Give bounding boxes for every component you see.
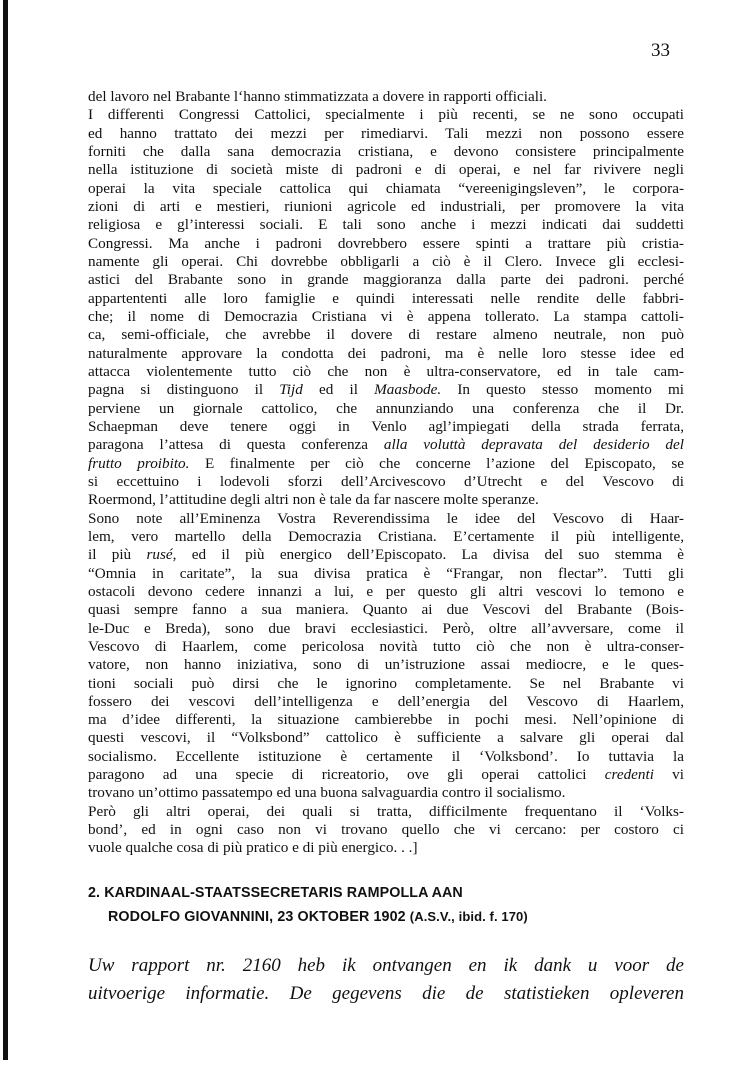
text-line bbox=[88, 400, 684, 418]
text-line bbox=[88, 253, 684, 271]
text-segment: paragona l’attesa di questa conferenza bbox=[88, 436, 384, 454]
text-line bbox=[88, 638, 684, 656]
text-line bbox=[88, 271, 684, 289]
italic-text: Maasbode. bbox=[374, 381, 442, 399]
text-line bbox=[88, 326, 684, 344]
text-line bbox=[88, 473, 684, 491]
text-line bbox=[88, 180, 684, 198]
text-segment: Sono note all’Eminenza Vostra Reverendissima le idee del Vescovo di Haar- bbox=[88, 509, 684, 527]
italic-text: frutto proibito. bbox=[88, 454, 190, 472]
text-line bbox=[88, 821, 684, 839]
text-segment: Schaepman deve tenere oggi in Venlo agl’impiegati della strada ferrata, bbox=[88, 417, 684, 435]
text-line bbox=[88, 528, 684, 546]
text-segment: quasi sempre fanno a sua maniera. Quanto ai due Vescovi del Brabante (Bois- bbox=[88, 601, 684, 619]
text-line bbox=[88, 161, 684, 179]
italic-text: rusé bbox=[146, 546, 173, 564]
text-segment: ed hanno trattato dei mezzi per rimediarvi. Tali mezzi non possono essere bbox=[88, 124, 684, 142]
text-line bbox=[88, 125, 684, 143]
text-segment: pagna si distinguono il bbox=[88, 381, 280, 399]
text-line bbox=[88, 88, 684, 106]
scan-margin-bar bbox=[3, 0, 8, 1060]
text-segment: zioni di arti e mestieri, riunioni agricole ed industriali, per promovere la vita bbox=[88, 197, 684, 215]
heading-line-2 bbox=[88, 905, 528, 929]
text-segment: forniti che dalla sana democrazia cristiana, e devono consistere principalmente bbox=[88, 142, 684, 160]
text-segment: questi vescovi, il “Volksbond” cattolico è sufficiente a salvare gli operai dal bbox=[88, 729, 684, 747]
text-segment: lem, vero martello della Democrazia Cristiana. E’certamente il più intelligente, bbox=[88, 527, 684, 545]
text-segment: bond’, ed in ogni caso non vi trovano quello che vi cercano: per costoro ci bbox=[88, 821, 684, 839]
text-line bbox=[88, 565, 684, 583]
text-line bbox=[88, 436, 684, 454]
text-line bbox=[88, 363, 684, 381]
text-line: uitvoerige informatie. De gegevens die de statistieken opleveren bbox=[88, 983, 684, 1004]
text-segment: fossero dei vescovi dell’intelligenza e dell’energia del Vescovo di Haarlem, bbox=[88, 692, 684, 710]
text-segment: socialismo. Eccellente istituzione è certamente il ‘Volksbond’. Io tuttavia la bbox=[88, 747, 684, 765]
text-segment: religiosa e gl’interessi sociali. E tali sono anche i mezzi indicati dai suddetti bbox=[88, 216, 684, 234]
text-line bbox=[88, 345, 684, 363]
text-segment: , ed il più energico dell’Episcopato. La divisa del suo stemma è bbox=[172, 546, 684, 564]
text-segment: il più bbox=[88, 546, 147, 564]
text-segment: appartententi alle loro famiglie e quindi interessati nelle rendite delle fabbri- bbox=[88, 289, 684, 307]
text-segment: astici del Brabante sono in grande maggioranza dalla parte dei padroni. perché bbox=[88, 271, 684, 289]
text-segment: In questo stesso momento mi bbox=[441, 381, 684, 399]
italic-text: alla voluttà depravata del desiderio del bbox=[383, 436, 684, 454]
heading-title: RODOLFO GIOVANNINI, 23 OKTOBER 1902 bbox=[108, 909, 406, 925]
text-line bbox=[88, 729, 684, 747]
text-segment: del lavoro nel Brabante l‘hanno stimmatizzata a dovere in rapporti officiali. bbox=[88, 88, 547, 105]
text-segment: I differenti Congressi Cattolici, specialmente i più recenti, se ne sono occupati bbox=[88, 106, 684, 124]
text-segment: namente gli operai. Chi dovrebbe obbligarli a ciò è il Clero. Invece gli ecclesi- bbox=[88, 252, 684, 270]
text-segment: Vescovo di Haarlem, come pericolosa novità tutto ciò che non è ultra-conser- bbox=[88, 637, 684, 655]
text-segment: vi bbox=[653, 766, 684, 784]
text-line bbox=[88, 381, 684, 399]
text-line bbox=[88, 216, 684, 234]
text-segment: le-Duc e Breda), sono due bravi ecclesiastici. Però, oltre all’avversare, come il bbox=[88, 619, 684, 637]
text-segment: naturalmente approvare la condotta dei padroni, ma è nelle loro stesse idee ed bbox=[88, 344, 684, 362]
text-line bbox=[88, 675, 684, 693]
text-segment: Roermond, l’attitudine degli altri non è tale da far nascere molte speranze. bbox=[88, 491, 539, 509]
text-segment: ma d’idee differenti, la situazione cambierebbe in pochi mesi. Nell’opinione di bbox=[88, 711, 684, 729]
text-line bbox=[88, 235, 684, 253]
text-segment: nella istituzione di società miste di padroni e di operai, e nel far rivivere negli bbox=[88, 161, 684, 179]
text-segment: perviene un giornale cattolico, che annunziando una conferenza che il Dr. bbox=[88, 399, 684, 417]
text-segment: vuole qualche cosa di più pratico e di più energico. . .] bbox=[88, 839, 418, 857]
text-line bbox=[88, 546, 684, 564]
text-line bbox=[88, 491, 684, 509]
dutch-letter-text bbox=[88, 952, 684, 1008]
text-line bbox=[88, 620, 684, 638]
text-segment: paragono ad una specie di ricreatorio, ove gli operai cattolici bbox=[88, 766, 605, 784]
page-number: 33 bbox=[651, 40, 670, 61]
text-segment: tioni sociali può dirsi che le ignorino completamente. Se nel Brabante vi bbox=[88, 674, 684, 692]
text-line bbox=[88, 510, 684, 528]
text-line bbox=[88, 784, 684, 802]
text-segment: attacca violentemente tutto ciò che non è ultra-conservatore, ed in tale cam- bbox=[88, 362, 684, 380]
text-segment: si eccettuino i lodevoli sforzi dell’Arcivescovo d’Utrecht e del Vescovo di bbox=[88, 472, 684, 490]
text-line bbox=[88, 656, 684, 674]
text-line: Uw rapport nr. 2160 heb ik ontvangen en ik dank u voor de bbox=[88, 955, 684, 976]
text-segment: operai la vita speciale cattolica qui chiamata “vereenigingsleven”, le corpora- bbox=[88, 179, 684, 197]
text-line bbox=[88, 290, 684, 308]
text-line bbox=[88, 308, 684, 326]
heading-line-1: 2. KARDINAAL-STAATSSECRETARIS RAMPOLLA AAN bbox=[88, 885, 463, 901]
italian-letter-text bbox=[88, 88, 684, 858]
text-line bbox=[88, 839, 684, 857]
text-segment: trovano un’ottimo passatempo ed una buona salvaguardia contro il socialismo. bbox=[88, 784, 566, 802]
text-segment: ca, semi-officiale, che avrebbe il dovere di restare almeno neutrale, non può bbox=[88, 326, 684, 344]
italic-text: Tijd bbox=[279, 381, 303, 399]
text-line bbox=[88, 766, 684, 784]
text-line bbox=[88, 455, 684, 473]
text-line bbox=[88, 748, 684, 766]
text-segment: ed il bbox=[302, 381, 375, 399]
italic-text: credenti bbox=[604, 766, 654, 784]
text-line bbox=[88, 601, 684, 619]
text-line bbox=[88, 711, 684, 729]
text-segment: che; il nome di Democrazia Cristiana vi è appena tollerato. La stampa cattoli- bbox=[88, 307, 684, 325]
text-line bbox=[88, 106, 684, 124]
text-line bbox=[88, 803, 684, 821]
text-line bbox=[88, 693, 684, 711]
text-line bbox=[88, 198, 684, 216]
text-line bbox=[88, 583, 684, 601]
text-segment: “Omnia in caritate”, la sua divisa pratica è “Frangar, non flectar”. Tutti gli bbox=[88, 564, 684, 582]
text-segment: E finalmente per ciò che concerne l’azione del Episcopato, se bbox=[189, 454, 685, 472]
heading-source: (A.S.V., ibid. f. 170) bbox=[409, 909, 528, 924]
text-line bbox=[88, 418, 684, 436]
text-line bbox=[88, 143, 684, 161]
text-segment: vatore, non hanno iniziativa, sono di un’istruzione assai mediocre, e le ques- bbox=[88, 656, 684, 674]
document-heading bbox=[88, 882, 528, 929]
text-segment: Congressi. Ma anche i padroni dovrebbero essere spinti a trattare più cristia- bbox=[88, 234, 684, 252]
text-segment: Però gli altri operai, dei quali si tratta, difficilmente frequentano il ‘Volks- bbox=[88, 802, 684, 820]
text-segment: ostacoli devono cedere innanzi a lui, e per questo gli altri vescovi lo temono e bbox=[88, 582, 684, 600]
